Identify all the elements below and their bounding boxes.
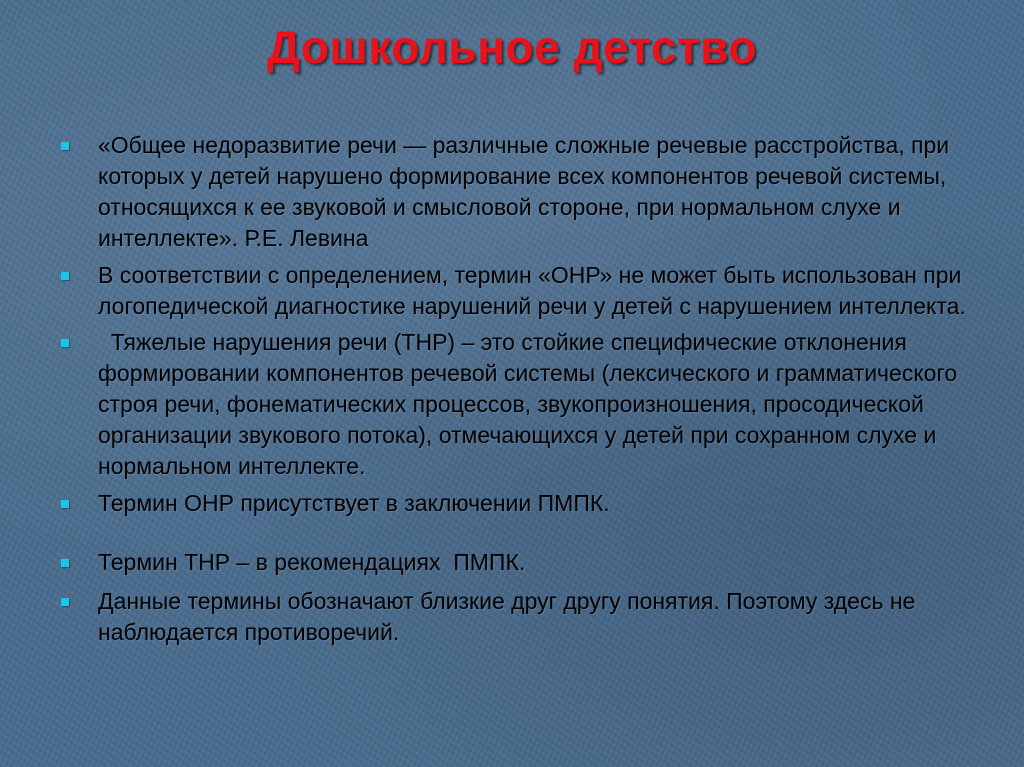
bullet-item — [58, 260, 978, 322]
bullet-item — [58, 488, 978, 519]
bullet-text: Данные термины обозначают близкие друг другу понятия. Поэтому здесь не наблюдается противоречий. — [98, 588, 916, 645]
square-bullet-icon — [61, 339, 69, 347]
bullet-text: «Общее недоразвитие речи — различные сложные речевые расстройства, при которых у детей нарушено формирование всех компонентов речевой системы, относящихся к ее звуковой и смысловой стороне, при нормальном слухе и интеллекте». Р.Е. Левина — [98, 132, 950, 251]
bullet-text: Термин ОНР присутствует в заключении ПМПК. — [98, 490, 610, 516]
square-bullet-icon — [61, 559, 69, 567]
bullet-item — [58, 327, 978, 482]
slide-title: Дошкольное детство — [267, 21, 757, 73]
bullet-text: В соответствии с определением, термин «ОНР» не может быть использован при логопедической диагностике нарушений речи у детей с нарушением интеллекта. — [98, 262, 966, 319]
bullet-text: Термин ТНР – в рекомендациях ПМПК. — [98, 549, 526, 575]
square-bullet-icon — [61, 500, 69, 508]
bullet-list — [58, 130, 978, 648]
bullet-item — [58, 586, 978, 648]
square-bullet-icon — [61, 272, 69, 280]
bullet-text: Тяжелые нарушения речи (ТНР) – это стойкие специфические отклонения формировании компонентов речевой системы (лексического и грамматического строя речи, фонематических процессов, звукопроизношения, просодической организации звукового потока), отмечающихся у детей при сохранном слухе и нормальном интеллекте. — [98, 329, 964, 479]
square-bullet-icon — [61, 598, 69, 606]
bullet-item — [58, 547, 978, 578]
square-bullet-icon — [61, 142, 69, 150]
bullet-item — [58, 130, 978, 254]
